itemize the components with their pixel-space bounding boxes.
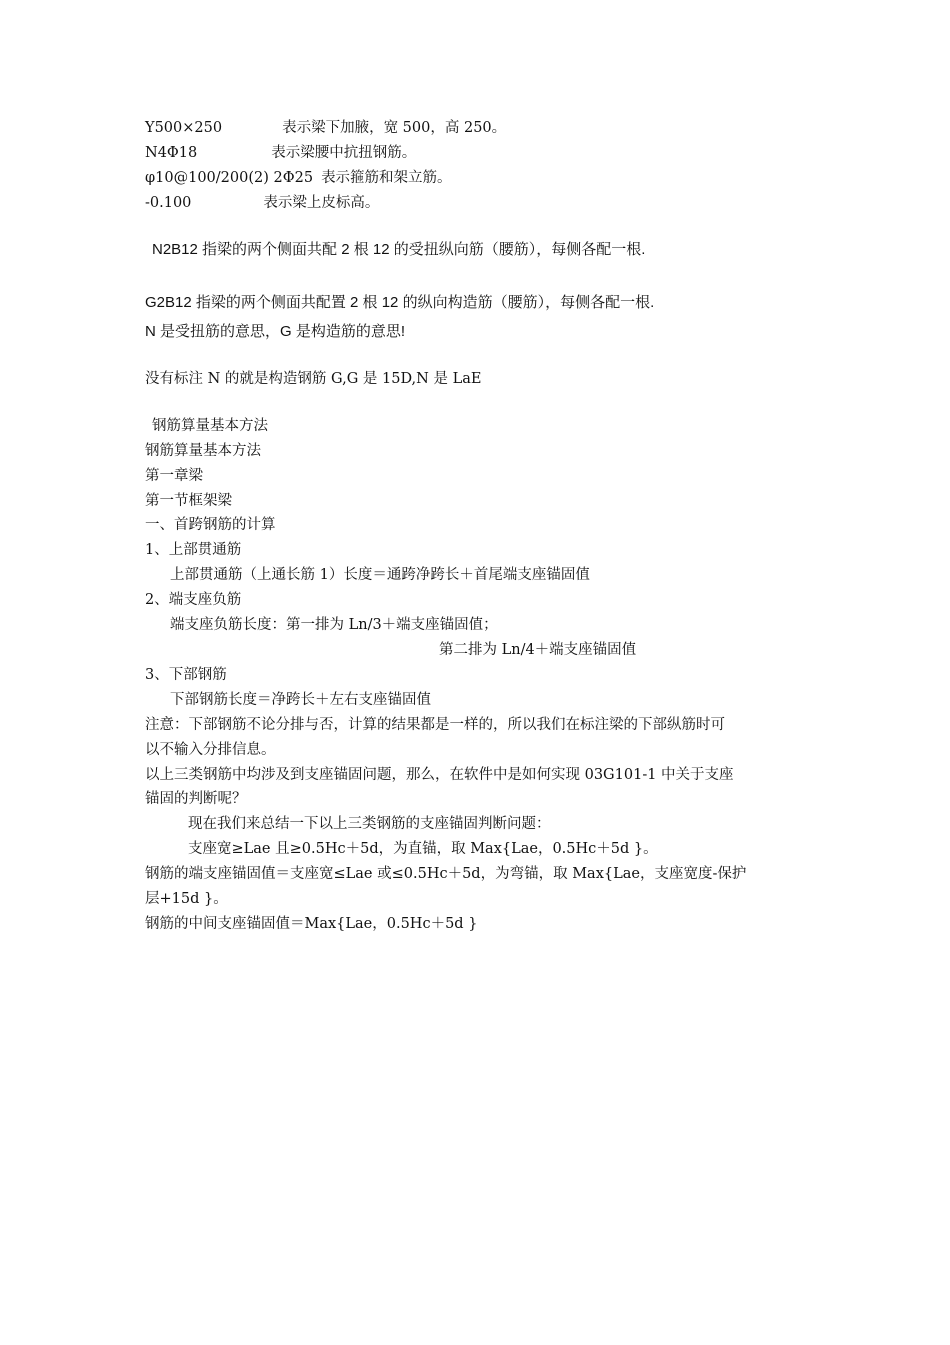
section-heading: 第一节框架梁 (145, 493, 232, 509)
note-paragraph: 以不输入分排信息。 (145, 742, 276, 758)
part-heading: 一、首跨钢筋的计算 (145, 517, 276, 533)
chapter-heading: 第一章梁 (145, 468, 203, 484)
notation-row (145, 143, 416, 163)
item-heading: 3、下部钢筋 (145, 667, 227, 683)
rule-line: 钢筋的中间支座锚固值＝Max{Lae，0.5Hc＋5d } (145, 916, 478, 932)
item-formula: 第二排为 Ln/4＋端支座锚固值 (439, 642, 637, 658)
rule-line: 钢筋的端支座锚固值＝支座宽≤Lae 或≤0.5Hc＋5d，为弯锚，取 Max{Lae，支座宽度-保护 (145, 866, 747, 882)
note-g2b12: G2B12 指梁的两个侧面共配置 2 根 12 的纵向构造筋（腰筋），每侧各配一根. (145, 294, 655, 311)
note-meaning: N 是受扭筋的意思，G 是构造筋的意思! (145, 323, 406, 340)
notation-desc: 表示箍筋和架立筋。 (321, 170, 452, 186)
notation-desc: 表示梁上皮标高。 (263, 195, 380, 211)
notation-code: Y500×250 (145, 120, 223, 136)
paragraph: 以上三类钢筋中均涉及到支座锚固问题，那么，在软件中是如何实现 03G101-1 中关于支座 (145, 767, 734, 783)
notation-code: φ10@100/200(2) 2Φ25 (145, 170, 314, 186)
heading-title: 钢筋算量基本方法 (145, 443, 261, 459)
note-paragraph: 注意：下部钢筋不论分排与否，计算的结果都是一样的，所以我们在标注梁的下部纵筋时可 (145, 717, 725, 733)
summary-line: 现在我们来总结一下以上三类钢筋的支座锚固判断问题： (188, 816, 551, 832)
paragraph: 锚固的判断呢？ (145, 791, 247, 807)
item-formula: 端支座负筋长度：第一排为 Ln/3＋端支座锚固值； (170, 617, 498, 633)
note-unmarked: 没有标注 N 的就是构造钢筋 G,G 是 15D,N 是 LaE (145, 371, 482, 387)
notation-row (145, 193, 379, 213)
notation-row (145, 168, 452, 188)
rule-line: 层+15d }。 (145, 891, 228, 907)
notation-code: -0.100 (145, 195, 192, 211)
notation-desc: 表示梁腰中抗扭钢筋。 (271, 145, 417, 161)
rule-line: 支座宽≥Lae 且≥0.5Hc＋5d，为直锚，取 Max{Lae，0.5Hc＋5d }。 (188, 841, 658, 857)
item-formula: 下部钢筋长度＝净跨长＋左右支座锚固值 (170, 692, 431, 708)
notation-row (145, 118, 506, 138)
item-heading: 2、端支座负筋 (145, 592, 242, 608)
heading-indented: 钢筋算量基本方法 (152, 418, 268, 434)
item-formula: 上部贯通筋（上通长筋 1）长度＝通跨净跨长＋首尾端支座锚固值 (170, 567, 590, 583)
note-n2b12: N2B12 指梁的两个侧面共配 2 根 12 的受扭纵向筋（腰筋），每侧各配一根. (152, 241, 646, 258)
item-heading: 1、上部贯通筋 (145, 542, 242, 558)
notation-code: N4Φ18 (145, 145, 198, 161)
notation-desc: 表示梁下加腋，宽 500，高 250。 (282, 120, 507, 136)
